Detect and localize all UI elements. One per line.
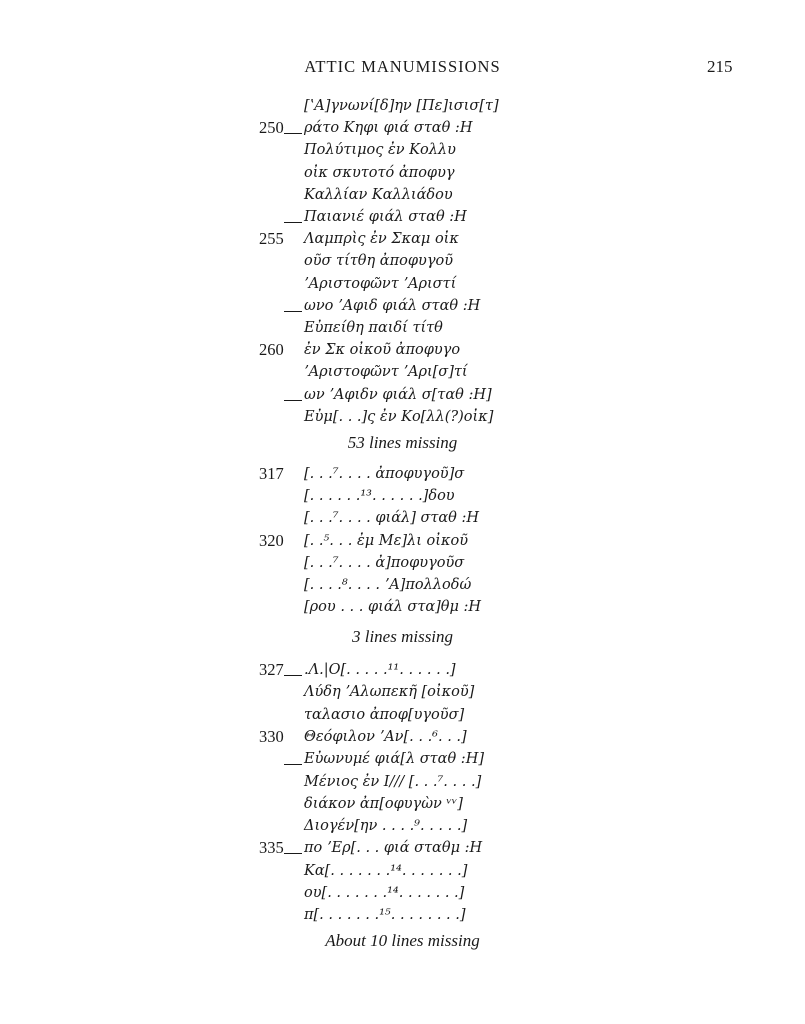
- inscription-line: [0, 771, 805, 793]
- line-text: Παιανιέ φιάλ σταθ :Η: [304, 209, 467, 225]
- line-text: ωνο ʼΑφιδ φιάλ σταθ :Η: [304, 297, 481, 314]
- line-text: Μένιος ἐν Ι/// [. . .⁷. . . .]: [304, 773, 482, 790]
- line-text: Κα[. . . . . . .¹⁴. . . . . . .]: [304, 862, 468, 879]
- inscription-line: [0, 361, 805, 383]
- inscription-line: [0, 659, 805, 681]
- inscription-line: [0, 273, 805, 295]
- line-number: 330: [259, 726, 284, 746]
- inscription-line: [0, 117, 805, 139]
- line-text: [. .⁵. . . ἐμ Με]λι οἰκοῦ: [304, 532, 469, 549]
- inscription-line: [0, 574, 805, 596]
- lacuna-note-2: 3 lines missing: [351, 627, 454, 646]
- inscription-line: [0, 463, 805, 485]
- line-text: ταλασιο ἀποφ[υγοῦσ]: [304, 706, 465, 723]
- line-number: 255: [259, 229, 284, 249]
- inscription-line: [0, 793, 805, 815]
- line-text: [. . .⁷. . . . ἀποφυγοῦ]σ: [304, 466, 465, 482]
- line-marker: [284, 853, 302, 854]
- line-marker: [284, 222, 302, 223]
- inscription-line: [0, 250, 805, 272]
- line-text: Πολύτιμος ἐν Κολλυ: [304, 142, 456, 159]
- line-text: Λαμπρὶς ἐν Σκαμ οἰκ: [304, 231, 459, 248]
- line-text: [ρου . . . φιάλ στα]θμ :Η: [304, 599, 482, 616]
- inscription-line: [0, 95, 805, 117]
- inscription-line: [0, 507, 805, 529]
- line-marker: [284, 133, 302, 134]
- line-marker: [284, 764, 302, 765]
- inscription-line: [0, 295, 805, 317]
- line-number: 335: [259, 838, 284, 858]
- line-text: ου[. . . . . . .¹⁴. . . . . . .]: [304, 885, 465, 901]
- inscription-line: [0, 339, 805, 361]
- line-text: οἰκ σκυτοτό ἀποφυγ: [304, 164, 455, 181]
- line-number: 250: [259, 118, 284, 138]
- line-text: Εὐωνυμέ φιά[λ σταθ :Η]: [304, 751, 484, 768]
- inscription-line: [0, 837, 805, 859]
- inscription-line: [0, 162, 805, 184]
- line-number: 260: [259, 340, 284, 360]
- line-marker: [284, 400, 302, 401]
- inscription-line: [0, 184, 805, 206]
- line-text: [. . .⁷. . . . ἀ]ποφυγοῦσ: [304, 554, 465, 571]
- line-text: ʼΑριστοφῶντ ʼΑριστί: [304, 275, 457, 292]
- line-text: ἐν Σκ οἰκοῦ ἀποφυγο: [304, 342, 461, 359]
- line-text: π[. . . . . . .¹⁵. . . . . . . .]: [304, 907, 466, 924]
- line-text: Εὐπείθη παιδί τίτθ: [304, 320, 443, 336]
- inscription-line: [0, 596, 805, 618]
- line-text: ʼΑριστοφῶντ ʼΑρι[σ]τί: [304, 364, 468, 381]
- inscription-line: [0, 552, 805, 574]
- line-text: οῦσ τίτθη ἀποφυγοῦ: [304, 253, 454, 270]
- line-text: ράτο Κηφι φιά σταθ :Η: [304, 120, 473, 137]
- line-text: Εὐμ[. . .]ς ἐν Κο[λλ(?)οἰκ]: [304, 408, 494, 425]
- inscription-line: [0, 530, 805, 552]
- line-text: [. . .⁷. . . . φιάλ] σταθ :Η: [304, 510, 480, 527]
- inscription-line: [0, 228, 805, 250]
- line-number: 317: [259, 464, 284, 483]
- running-header: ATTIC MANUMISSIONS: [304, 57, 501, 76]
- page-number: 215: [707, 57, 733, 76]
- inscription-line: [0, 748, 805, 770]
- line-marker: [284, 311, 302, 312]
- inscription-line: [0, 704, 805, 726]
- lacuna-note-1: 53 lines missing: [347, 433, 458, 452]
- inscription-line: [0, 485, 805, 507]
- inscription-line: [0, 882, 805, 904]
- inscription-line: [0, 139, 805, 161]
- inscription-line: [0, 406, 805, 428]
- lacuna-note-3: About 10 lines missing: [325, 931, 480, 950]
- inscription-line: [0, 904, 805, 926]
- line-number: 320: [259, 530, 284, 550]
- line-text: Διογέν[ην . . . .⁹. . . . .]: [304, 818, 468, 835]
- line-text: Καλλίαν Καλλιάδου: [304, 186, 453, 203]
- line-text: πο ʼΕρ[. . . φιά σταθμ :Η: [304, 840, 483, 857]
- line-marker: [284, 675, 302, 676]
- line-text: .Λ.|Ο[. . . . .¹¹. . . . . .]: [304, 662, 456, 678]
- line-text: [ʽΑ]γνωνί[δ]ην [Πε]ισισ[τ]: [304, 98, 499, 114]
- line-text: Λύδη ʼΑλωπεκῆ [οἰκοῦ]: [304, 684, 475, 701]
- line-text: ων ʼΑφιδν φιάλ σ[ταθ :Η]: [304, 386, 492, 403]
- inscription-line: [0, 384, 805, 406]
- inscription-line: [0, 726, 805, 748]
- line-text: Θεόφιλον ʼΑν[. . .⁶. . .]: [304, 728, 467, 745]
- inscription-line: [0, 681, 805, 703]
- inscription-line: [0, 317, 805, 339]
- line-number: 327: [259, 660, 284, 679]
- line-text: [. . . .⁸. . . . ʼΑ]πολλοδώ: [304, 577, 472, 593]
- inscription-line: [0, 815, 805, 837]
- line-text: [. . . . . .¹³. . . . . .]δου: [304, 488, 455, 505]
- inscription-line: [0, 860, 805, 882]
- line-text: διάκον ἀπ[οφυγὼν ᵛᵛ]: [304, 795, 463, 812]
- inscription-line: [0, 206, 805, 228]
